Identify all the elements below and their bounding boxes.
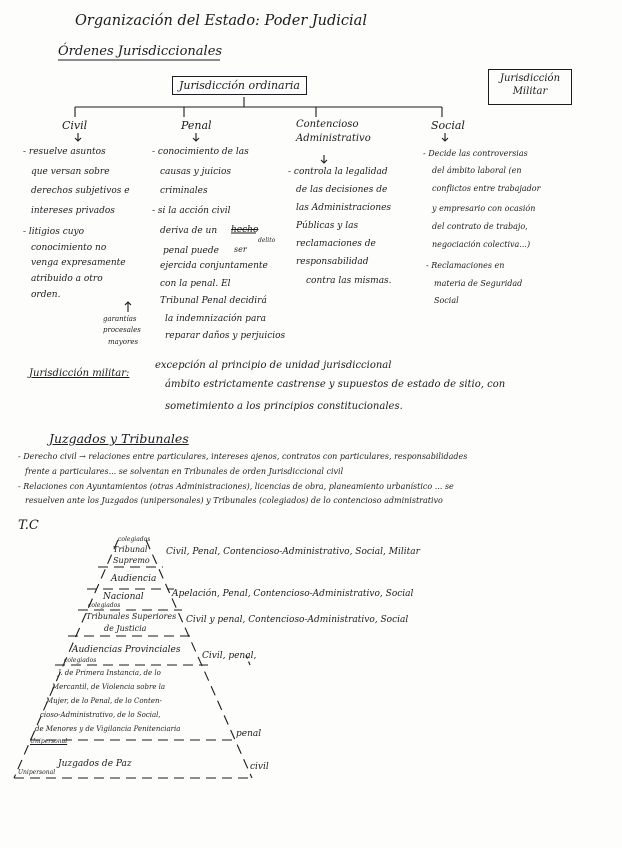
pyramid-level-name: Tribunales Superiores <box>86 612 177 621</box>
social-line: conflictos entre trabajador <box>432 184 541 193</box>
pyramid-level-name: de Justicia <box>104 624 147 633</box>
civil-line: - resuelve asuntos <box>23 147 106 157</box>
juzgados-line: - Relaciones con Ayuntamientos (otras Administraciones), licencias de obra, planeamiento urbanístico ... se <box>18 482 454 491</box>
col-contencioso-label-2: Administrativo <box>296 133 371 144</box>
penal-line: la indemnización para <box>165 314 266 324</box>
ordinaria-box <box>172 76 307 95</box>
contencioso-line: - controla la legalidad <box>288 167 388 177</box>
civil-line: - litigios cuyo <box>23 227 85 237</box>
tc-label: T.C <box>18 518 39 533</box>
contencioso-line: de las decisiones de <box>296 185 388 195</box>
juzgados-line: - Derecho civil → relaciones entre particulares, intereses ajenos, contratos con particulares, responsabilidades <box>18 452 468 461</box>
civil-note: procesales <box>103 326 141 334</box>
social-line: del contrato de trabajo, <box>432 222 528 231</box>
social-line: del ámbito laboral (en <box>432 166 522 175</box>
pyramid-tag: colegiados <box>88 602 121 609</box>
pyramid-tag: colegiados <box>118 536 151 543</box>
pyramid-competencias: Civil y penal, Contencioso-Administrativo, Social <box>186 615 409 625</box>
contencioso-line: contra las mismas. <box>306 276 392 286</box>
juzgados-heading: Juzgados y Tribunales <box>49 431 189 446</box>
juzgados-line: resuelven ante los Juzgados (unipersonales) y Tribunales (colegiados) de lo contencioso administrativo <box>25 496 443 505</box>
col-civil-label: Civil <box>62 119 88 132</box>
pyramid-competencias: penal <box>236 729 262 739</box>
civil-line: que versan sobre <box>31 167 110 177</box>
penal-line: - conocimiento de las <box>152 147 249 157</box>
col-contencioso-label-1: Contencioso <box>296 119 359 130</box>
militar-line: sometimiento a los principios constitucionales. <box>165 401 403 412</box>
contencioso-line: reclamaciones de <box>296 239 376 249</box>
penal-line: deriva de un <box>160 226 218 236</box>
pyramid-level-name: Mercantil, de Violencia sobre la <box>52 683 166 691</box>
penal-line: causas y juicios <box>160 167 232 177</box>
pyramid-competencias: Apelación, Penal, Contencioso-Administrativo, Social <box>172 589 414 599</box>
pyramid-level-name: Mujer, de lo Penal, de lo Conten- <box>46 697 162 705</box>
contencioso-line: Públicas y las <box>296 221 359 231</box>
pyramid-level-name: de Menores y de Vigilancia Penitenciaria <box>35 725 181 733</box>
social-line: Social <box>434 296 459 305</box>
pyramid-competencias: civil <box>250 762 269 772</box>
contencioso-line: responsabilidad <box>296 257 369 267</box>
ordenes-heading: Órdenes Jurisdiccionales <box>58 44 223 59</box>
pyramid-level-name: Audiencias Provinciales <box>72 645 181 655</box>
penal-ser: ser <box>234 245 247 254</box>
civil-line: conocimiento no <box>31 243 107 253</box>
civil-line: intereses privados <box>31 206 115 216</box>
militar-line: ámbito estrictamente castrense y supuestos de estado de sitio, con <box>165 379 506 390</box>
militar-line: excepción al principio de unidad jurisdiccional <box>155 360 392 371</box>
social-line: y empresario con ocasión <box>432 204 536 213</box>
pyramid-level-name: Juzgados de Paz <box>58 759 132 769</box>
pyramid-level-name: Nacional <box>103 592 144 602</box>
militar-box <box>488 69 572 105</box>
penal-line: criminales <box>160 186 208 196</box>
pyramid-level-name: Audiencia <box>111 574 157 584</box>
ordinaria-label: Jurisdicción ordinaria <box>179 79 300 92</box>
penal-line: Tribunal Penal decidirá <box>160 296 267 306</box>
civil-line: orden. <box>31 290 61 300</box>
pyramid-level-name: J. de Primera Instancia, de lo <box>58 669 161 677</box>
pyramid-level-name: cioso-Administrativo, de lo Social, <box>40 711 161 719</box>
civil-line: venga expresamente <box>31 258 126 268</box>
col-social-label: Social <box>431 119 465 132</box>
juzgados-line: frente a particulares... se solventan en Tribunales de orden Jurisdiccional civil <box>25 467 344 476</box>
social-line: negociación colectiva...) <box>432 240 531 249</box>
penal-line: - si la acción civil <box>152 206 231 216</box>
page-title: Organización del Estado: Poder Judicial <box>75 13 367 29</box>
pyramid-tag: colegiados <box>64 657 97 664</box>
civil-note: garantías <box>103 315 137 323</box>
civil-line: derechos subjetivos e <box>31 186 130 196</box>
penal-delito: delito <box>258 237 276 244</box>
civil-line: atribuido a otro <box>31 274 103 284</box>
pyramid-competencias: Civil, penal, <box>202 651 257 661</box>
contencioso-line: las Administraciones <box>296 203 392 213</box>
social-line: materia de Seguridad <box>434 279 523 288</box>
penal-line: penal puede <box>163 246 219 256</box>
civil-note: mayores <box>108 338 139 346</box>
penal-line: con la penal. El <box>160 279 231 289</box>
penal-line: reparar daños y perjuicios <box>165 331 286 341</box>
militar-label-1: Jurisdicción <box>499 73 561 84</box>
pyramid-tag: Unipersonal <box>18 769 56 776</box>
social-line: - Decide las controversias <box>423 149 528 158</box>
pyramid-competencias: Civil, Penal, Contencioso-Administrativo, Social, Militar <box>166 547 420 557</box>
pyramid-tag: Unipersonal <box>30 738 68 745</box>
pyramid-level-name: Supremo <box>113 556 150 565</box>
col-penal-label: Penal <box>181 119 212 132</box>
pyramid-level-name: Tribunal <box>113 545 148 554</box>
militar-label-2: Militar <box>512 86 548 97</box>
penal-line: ejercida conjuntamente <box>160 261 268 271</box>
militar-section-label: Jurisdicción militar: <box>29 368 130 379</box>
social-line: - Reclamaciones en <box>426 261 505 270</box>
penal-hecho: hecho <box>231 225 259 235</box>
